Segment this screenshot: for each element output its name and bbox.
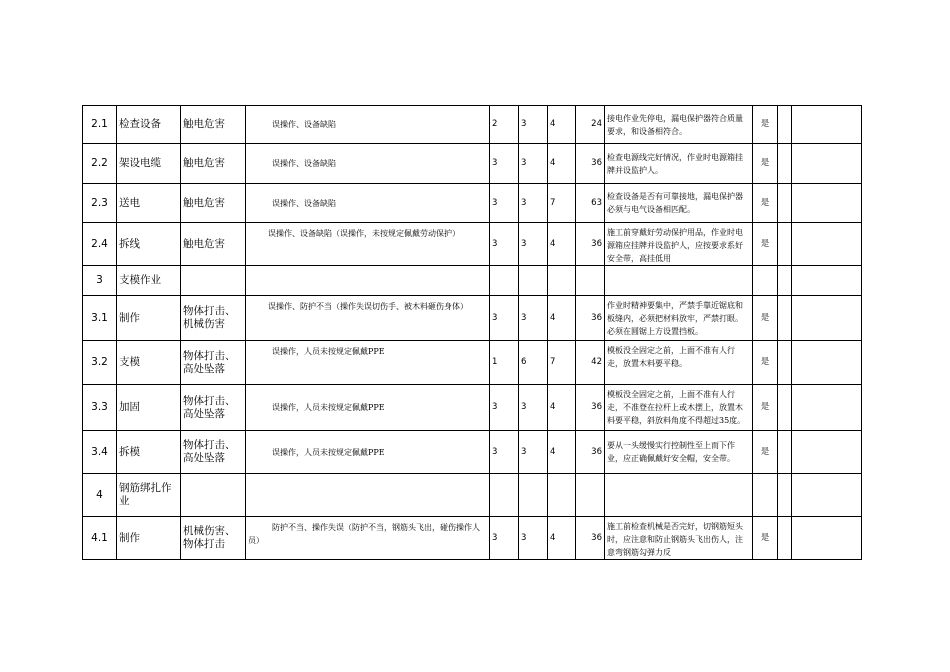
score-e: 3 [519, 296, 548, 341]
score-c: 4 [548, 144, 576, 184]
empty-cell [778, 296, 792, 341]
acceptable-flag: 是 [753, 106, 778, 144]
row-number: 4.1 [83, 517, 117, 560]
hazard-cause: 误操作、设备缺陷 [246, 106, 490, 144]
hazard-type: 物体打击、机械伤害 [181, 296, 246, 341]
hazard-cause: 误操作、设备缺陷 [246, 144, 490, 184]
hazard-type: 物体打击、高处坠落 [181, 385, 246, 431]
empty-cell [792, 144, 862, 184]
empty-cell [181, 266, 246, 296]
score-l: 3 [490, 184, 519, 223]
score-e: 3 [519, 184, 548, 223]
score-e: 6 [519, 341, 548, 385]
score-e: 3 [519, 106, 548, 144]
row-number: 3.4 [83, 431, 117, 474]
acceptable-flag: 是 [753, 341, 778, 385]
acceptable-flag: 是 [753, 223, 778, 266]
hazard-cause: 误操作、设备缺陷（误操作，未按规定佩戴劳动保护） [246, 223, 490, 266]
row-number: 3.3 [83, 385, 117, 431]
control-measures: 作业时精神要集中，严禁手靠近锯底和板缝内，必须把材料放牢，严禁打眼。必须在圆锯上方设置挡板。 [605, 296, 753, 341]
control-measures: 施工前穿戴好劳动保护用品，作业时电源箱应挂牌并设监护人，应按要求系好安全带，高挂低用 [605, 223, 753, 266]
empty-cell [792, 474, 862, 517]
empty-cell [246, 474, 490, 517]
table-row [83, 296, 862, 341]
hazard-type: 物体打击、高处坠落 [181, 341, 246, 385]
table-row [83, 144, 862, 184]
acceptable-flag: 是 [753, 296, 778, 341]
empty-cell [490, 474, 519, 517]
section-row [83, 474, 862, 517]
hazard-type: 触电危害 [181, 223, 246, 266]
empty-cell [778, 144, 792, 184]
score-d: 63 [576, 184, 605, 223]
hazard-cause: 误操作，人员未按规定佩戴PPE [246, 431, 490, 474]
score-l: 1 [490, 341, 519, 385]
activity: 制作 [117, 296, 181, 341]
score-l: 3 [490, 431, 519, 474]
empty-cell [778, 431, 792, 474]
empty-cell [792, 385, 862, 431]
hazard-cause: 误操作、设备缺陷 [246, 184, 490, 223]
score-d: 36 [576, 385, 605, 431]
row-number: 2.3 [83, 184, 117, 223]
empty-cell [792, 517, 862, 560]
empty-cell [490, 266, 519, 296]
empty-cell [753, 474, 778, 517]
empty-cell [181, 474, 246, 517]
activity: 拆模 [117, 431, 181, 474]
empty-cell [778, 223, 792, 266]
table-row [83, 431, 862, 474]
control-measures: 模板没全固定之前，上面不准有人行走，放置木料要平稳。 [605, 341, 753, 385]
row-number: 2.1 [83, 106, 117, 144]
score-c: 4 [548, 517, 576, 560]
score-c: 4 [548, 296, 576, 341]
score-d: 42 [576, 341, 605, 385]
empty-cell [753, 266, 778, 296]
row-number: 3.1 [83, 296, 117, 341]
activity: 送电 [117, 184, 181, 223]
section-title: 支模作业 [117, 266, 181, 296]
empty-cell [778, 474, 792, 517]
activity: 拆线 [117, 223, 181, 266]
empty-cell [792, 266, 862, 296]
empty-cell [778, 266, 792, 296]
empty-cell [576, 266, 605, 296]
score-e: 3 [519, 517, 548, 560]
score-l: 3 [490, 296, 519, 341]
table-row [83, 184, 862, 223]
hazard-type: 触电危害 [181, 106, 246, 144]
score-d: 24 [576, 106, 605, 144]
score-l: 3 [490, 223, 519, 266]
section-title: 钢筋绑扎作业 [117, 474, 181, 517]
acceptable-flag: 是 [753, 431, 778, 474]
score-e: 3 [519, 431, 548, 474]
control-measures: 检查设备是否有可靠接地，漏电保护器必须与电气设备相匹配。 [605, 184, 753, 223]
score-c: 4 [548, 106, 576, 144]
empty-cell [778, 517, 792, 560]
hazard-type: 触电危害 [181, 144, 246, 184]
score-l: 3 [490, 517, 519, 560]
acceptable-flag: 是 [753, 144, 778, 184]
score-e: 3 [519, 144, 548, 184]
table-row [83, 517, 862, 560]
section-number: 3 [83, 266, 117, 296]
score-d: 36 [576, 517, 605, 560]
score-d: 36 [576, 296, 605, 341]
empty-cell [792, 106, 862, 144]
score-d: 36 [576, 144, 605, 184]
empty-cell [792, 184, 862, 223]
row-number: 2.2 [83, 144, 117, 184]
hazard-cause: 误操作，人员未按规定佩戴PPE [246, 341, 490, 385]
table-row [83, 223, 862, 266]
score-e: 3 [519, 385, 548, 431]
row-number: 3.2 [83, 341, 117, 385]
table-row [83, 385, 862, 431]
hazard-cause: 误操作，人员未按规定佩戴PPE [246, 385, 490, 431]
empty-cell [792, 431, 862, 474]
control-measures: 检查电源线完好情况，作业时电源箱挂牌并设监护人。 [605, 144, 753, 184]
empty-cell [548, 474, 576, 517]
empty-cell [792, 223, 862, 266]
score-c: 7 [548, 184, 576, 223]
empty-cell [605, 474, 753, 517]
hazard-type: 触电危害 [181, 184, 246, 223]
activity: 架设电缆 [117, 144, 181, 184]
section-row [83, 266, 862, 296]
score-c: 4 [548, 431, 576, 474]
control-measures: 模板没全固定之前，上面不准有人行走，不准登在拉杆上或木摆上，放置木料要平稳，斜放料角度不得超过35度。 [605, 385, 753, 431]
empty-cell [605, 266, 753, 296]
activity: 支模 [117, 341, 181, 385]
empty-cell [246, 266, 490, 296]
hazard-cause: 防护不当、操作失误（防护不当，钢筋头飞出，碰伤操作人员） [246, 517, 490, 560]
empty-cell [792, 341, 862, 385]
score-c: 4 [548, 385, 576, 431]
empty-cell [576, 474, 605, 517]
score-d: 36 [576, 223, 605, 266]
acceptable-flag: 是 [753, 184, 778, 223]
hazard-type: 机械伤害、物体打击 [181, 517, 246, 560]
control-measures: 要从一头缓慢实行控制性至上而下作业，应正确佩戴好安全帽，安全带。 [605, 431, 753, 474]
score-c: 7 [548, 341, 576, 385]
empty-cell [778, 341, 792, 385]
score-d: 36 [576, 431, 605, 474]
score-c: 4 [548, 223, 576, 266]
table-row [83, 106, 862, 144]
acceptable-flag: 是 [753, 517, 778, 560]
empty-cell [778, 106, 792, 144]
empty-cell [778, 184, 792, 223]
empty-cell [792, 296, 862, 341]
activity: 检查设备 [117, 106, 181, 144]
activity: 加固 [117, 385, 181, 431]
activity: 制作 [117, 517, 181, 560]
empty-cell [519, 474, 548, 517]
score-l: 2 [490, 106, 519, 144]
score-e: 3 [519, 223, 548, 266]
control-measures: 施工前检查机械是否完好，切钢筋短头时，应注意和防止钢筋头飞出伤人，注意弯钢筋勾弹力反 [605, 517, 753, 560]
section-number: 4 [83, 474, 117, 517]
score-l: 3 [490, 385, 519, 431]
hazard-cause: 误操作、防护不当（操作失误切伤手、被木料砸伤身体） [246, 296, 490, 341]
acceptable-flag: 是 [753, 385, 778, 431]
empty-cell [548, 266, 576, 296]
empty-cell [519, 266, 548, 296]
hazard-type: 物体打击、高处坠落 [181, 431, 246, 474]
risk-assessment-table [82, 105, 862, 560]
control-measures: 接电作业先停电，漏电保护器符合质量要求，和设备相符合。 [605, 106, 753, 144]
empty-cell [778, 385, 792, 431]
score-l: 3 [490, 144, 519, 184]
row-number: 2.4 [83, 223, 117, 266]
table-row [83, 341, 862, 385]
